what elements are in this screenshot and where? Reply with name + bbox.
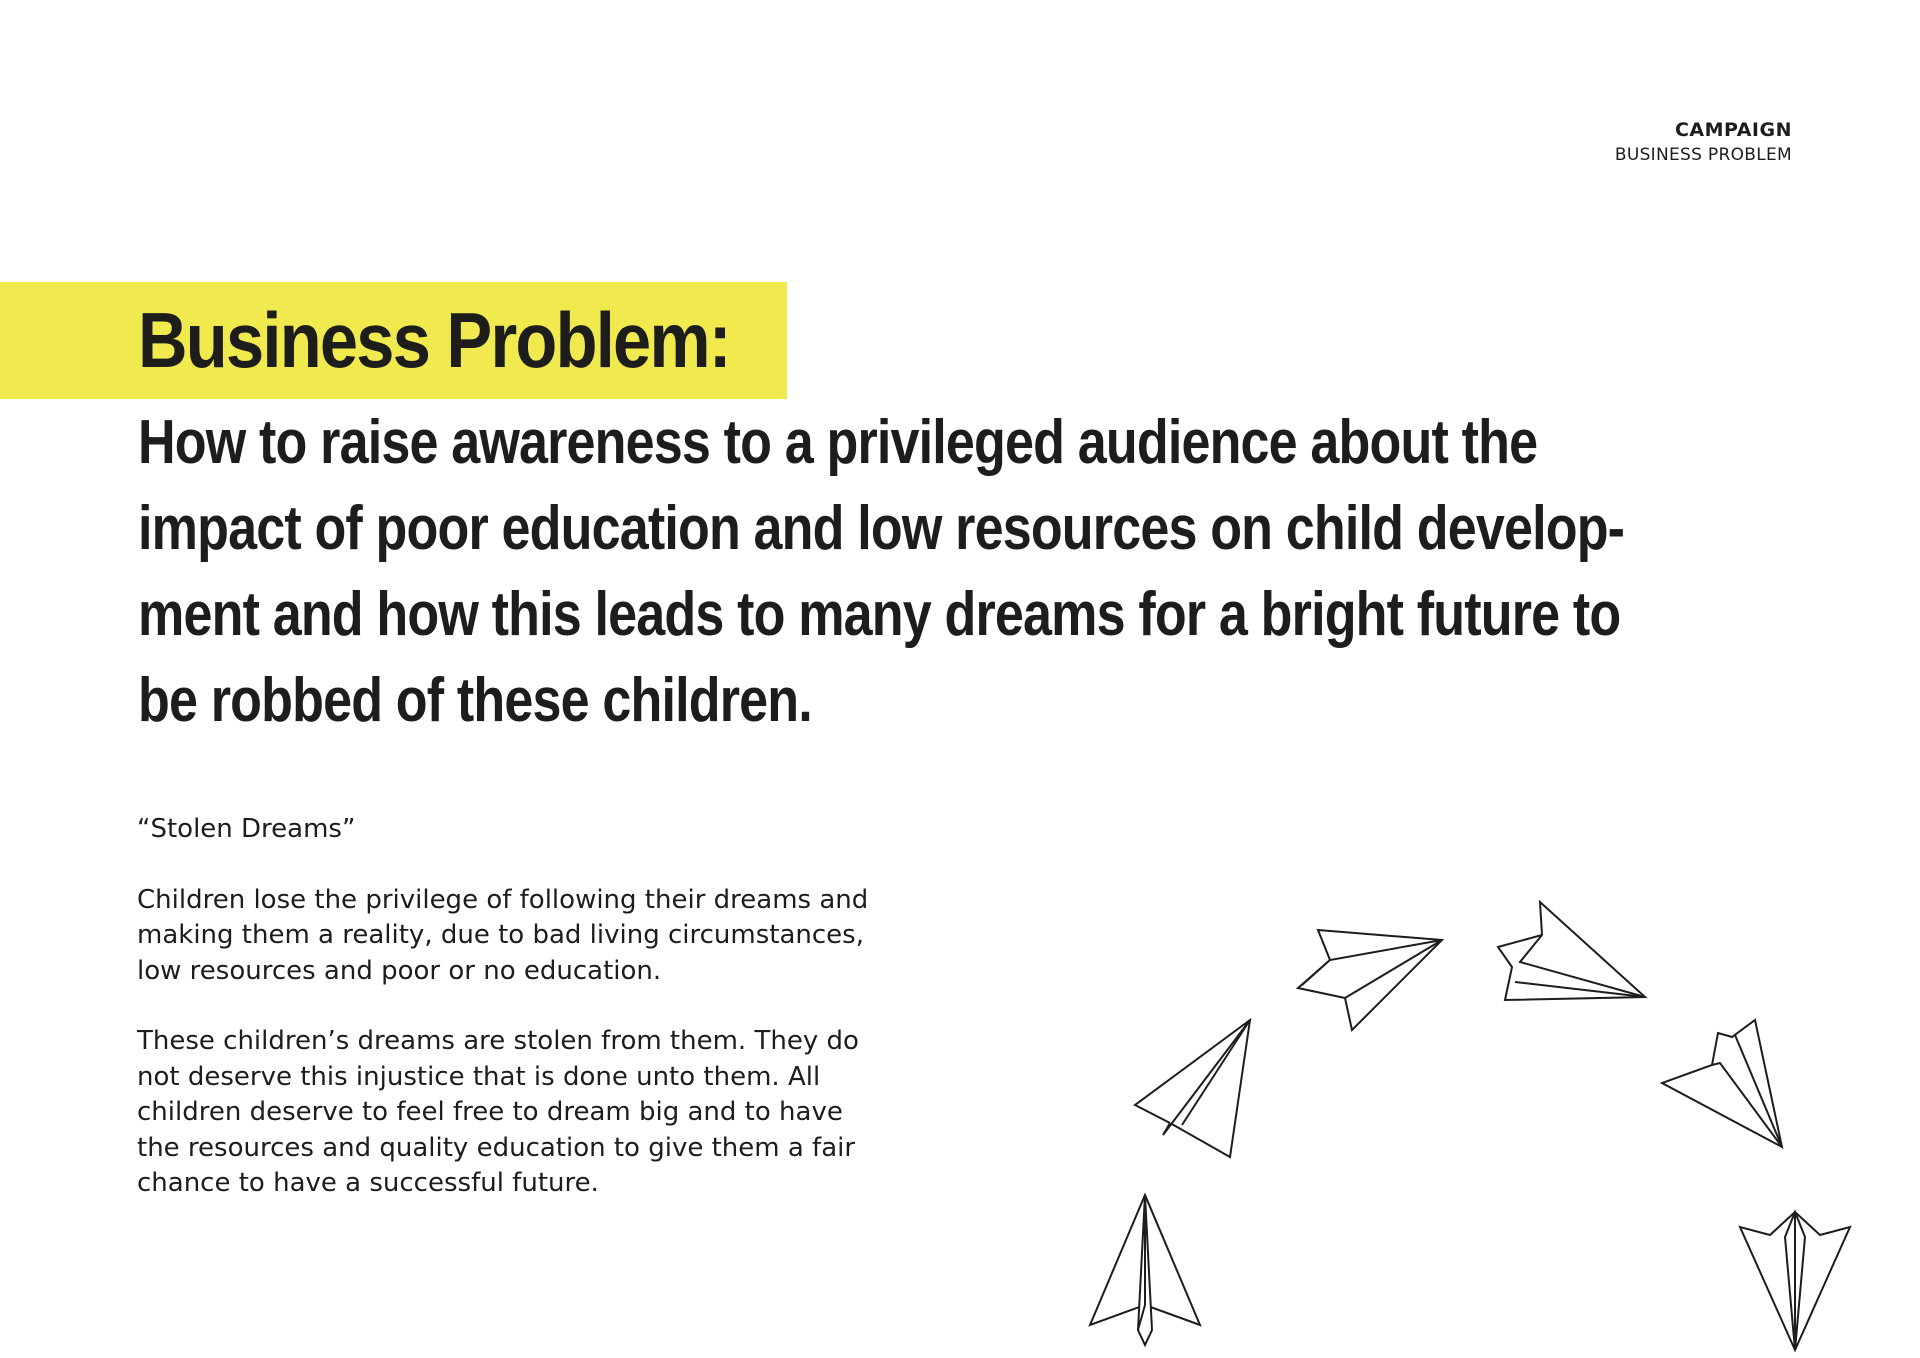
- problem-line: impact of poor education and low resources on child develop-: [138, 494, 1625, 563]
- campaign-name: “Stolen Dreams”: [137, 814, 356, 844]
- paragraph-2: [137, 1024, 997, 1202]
- paragraph-line: making them a reality, due to bad living circumstances,: [137, 920, 864, 950]
- paragraph-line: Children lose the privilege of following their dreams and: [137, 884, 869, 915]
- campaign-description: [137, 812, 997, 1237]
- problem-statement: [138, 400, 1625, 744]
- paper-plane-icon: [1090, 1195, 1200, 1345]
- paragraph-1: [137, 883, 997, 990]
- problem-line: How to raise awareness to a privileged audience about the: [138, 408, 1538, 477]
- paragraph-line: low resources and poor or no education.: [137, 955, 662, 986]
- page-header: [1615, 118, 1792, 168]
- paragraph-line: These children’s dreams are stolen from them. They do: [137, 1026, 859, 1056]
- paper-plane-icon: [1298, 930, 1442, 1030]
- problem-line: ment and how this leads to many dreams for a bright future to: [138, 580, 1621, 649]
- paragraph-line: not deserve this injustice that is done unto them. All: [137, 1061, 821, 1092]
- subsection-label: BUSINESS PROBLEM: [1614, 145, 1792, 165]
- paper-planes-illustration: [1080, 885, 1860, 1355]
- section-label: CAMPAIGN: [1674, 119, 1792, 141]
- paper-plane-icon: [1498, 902, 1645, 1000]
- paragraph-line: chance to have a successful future.: [137, 1168, 599, 1198]
- paper-plane-icon: [1740, 1212, 1850, 1350]
- paragraph-line: the resources and quality education to give them a fair: [137, 1132, 856, 1163]
- page-title: Business Problem:: [138, 296, 730, 384]
- paper-plane-icon: [1662, 1020, 1782, 1147]
- problem-line: be robbed of these children.: [138, 666, 812, 735]
- paper-plane-icon: [1135, 1020, 1250, 1157]
- paragraph-line: children deserve to feel free to dream big and to have: [137, 1097, 843, 1127]
